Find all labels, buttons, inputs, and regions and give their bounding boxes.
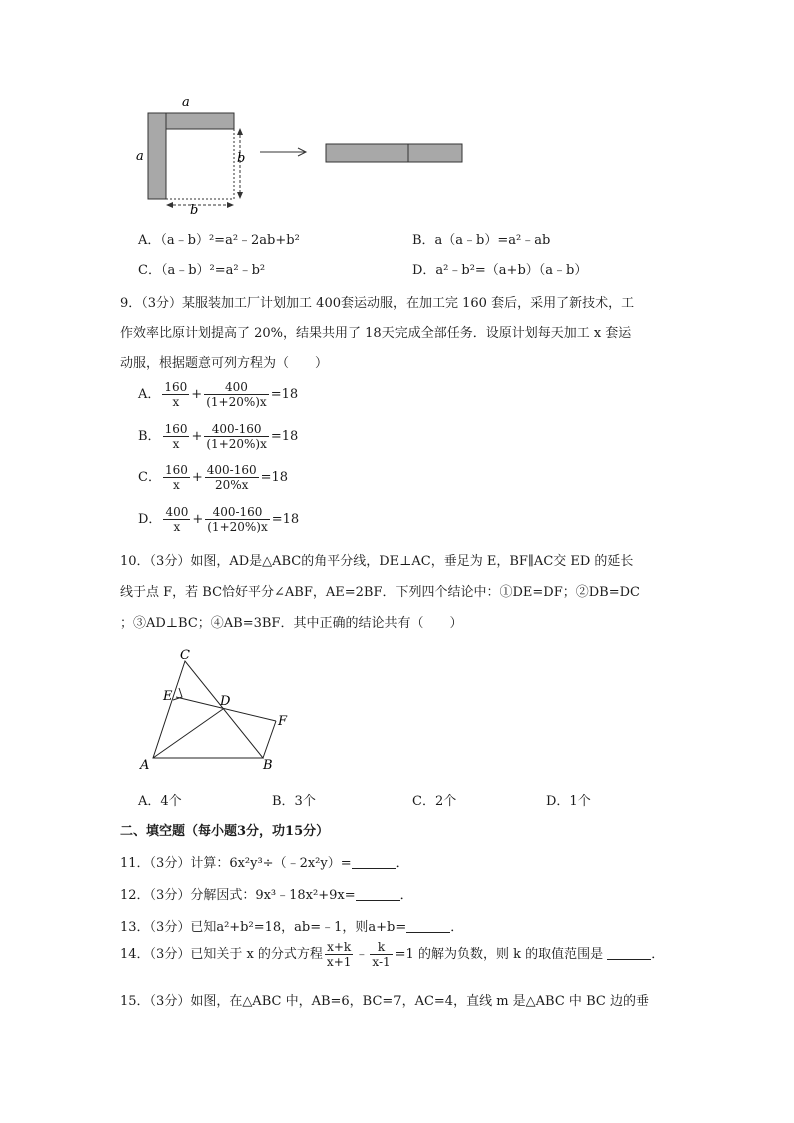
q9-option-b[interactable]: B． $\frac{160}{x}$ + $\frac{400-160}{(1+20\%)x}$ =18 [138, 422, 299, 451]
q9-option-d[interactable]: D． $\frac{400}{x}$ + $\frac{400-160}{(1+20\%)x}$ =18 [138, 505, 300, 534]
q10-line-1: 10．（3分）如图，AD是△ABC的角平分线，DE⊥AC，垂足为 E，BF∥AC交 ED 的延长 [120, 554, 634, 569]
q10-triangle-figure [135, 645, 305, 775]
label-b: B [263, 758, 273, 773]
q9-line-1: 9．（3分）某服装加工厂计划加工 400套运动服，在加工完 160 套后，采用了新技术，工 [120, 296, 635, 311]
q8-option-a[interactable]: A．（a﹣b）²=a²﹣2ab+b² [138, 233, 300, 248]
label-a-left: a [136, 149, 144, 164]
label-a-top: a [182, 95, 190, 110]
q8-option-c[interactable]: C．（a﹣b）²=a²﹣b² [138, 263, 266, 278]
q9-line-2: 作效率比原计划提高了 20%，结果共用了 18天完成全部任务．设原计划每天加工 x 套运 [120, 326, 632, 341]
label-b-bottom: b [190, 203, 199, 218]
label-b-right: b [237, 151, 246, 166]
q10-option-d[interactable]: D．1个 [546, 794, 591, 809]
top-bar [165, 113, 234, 129]
q10-option-c[interactable]: C．2个 [412, 794, 457, 809]
q9-line-3: 动服，根据题意可列方程为（ ） [120, 356, 329, 371]
q8-option-d[interactable]: D．a²﹣b²=（a+b）（a﹣b） [412, 263, 588, 278]
label-f: F [278, 714, 288, 729]
q11: 11．（3分）计算：6x²y³÷（﹣2x²y）= ． [120, 856, 409, 871]
section-heading: 二、填空题（每小题3分，功15分） [120, 824, 330, 839]
q8-option-b[interactable]: B．a（a﹣b）=a²﹣ab [412, 233, 551, 248]
q12: 12．（3分）分解因式：9x³﹣18x²+9x= ． [120, 888, 413, 903]
q12-answer-blank[interactable] [356, 888, 400, 901]
q9-option-c[interactable]: C． $\frac{160}{x}$ + $\frac{400-160}{20\%x}$ =18 [138, 463, 289, 492]
q14: 14．（3分）已知关于 x 的分式方程 $\frac{x+k}{x+1}$ ﹣ $\frac{k}{x-1}$ =1 的解为负数，则 k 的取值范围是 ． [120, 940, 665, 969]
q10-option-b[interactable]: B．3个 [272, 794, 316, 809]
q13: 13．（3分）已知a²+b²=18，ab=﹣1，则a+b= ． [120, 920, 464, 935]
q13-answer-blank[interactable] [406, 920, 450, 933]
q9-option-a[interactable]: A． $\frac{160}{x}$ + $\frac{400}{(1+20\%)x}$ =18 [138, 380, 299, 409]
q8-figure [130, 92, 480, 222]
q15-line-1: 15．（3分）如图，在△ABC 中，AB=6，BC=7，AC=4，直线 m 是△ABC 中 BC 边的垂 [120, 994, 649, 1009]
label-e: E [163, 689, 173, 704]
label-a: A [140, 758, 150, 773]
label-c: C [180, 648, 190, 663]
q14-answer-blank[interactable] [607, 947, 651, 960]
label-d: D [220, 694, 231, 709]
q10-option-a[interactable]: A．4个 [138, 794, 182, 809]
q11-answer-blank[interactable] [352, 856, 396, 869]
result-bar [326, 144, 462, 162]
q10-line-2: 线于点 F，若 BC恰好平分∠ABF，AE=2BF．下列四个结论中：①DE=DF；②DB=DC [120, 585, 640, 600]
left-bar [148, 113, 166, 199]
q10-line-3: ；③AD⊥BC；④AB=3BF．其中正确的结论共有（ ） [120, 616, 463, 631]
